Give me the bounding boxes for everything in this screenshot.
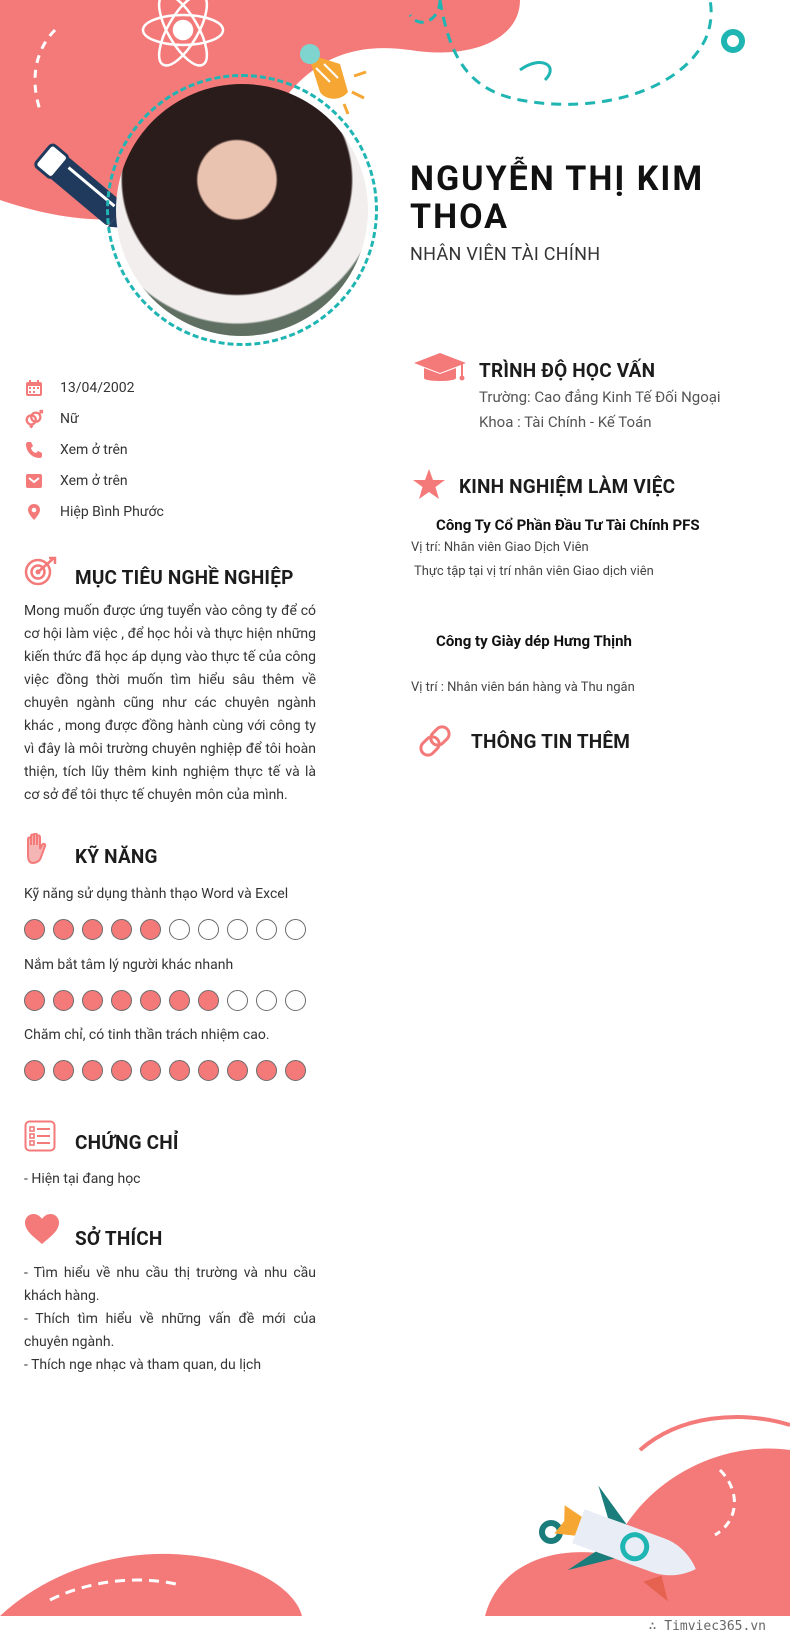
rating-dot-filled (53, 919, 74, 940)
address-value: Hiệp Bình Phước (60, 503, 164, 520)
objective-heading: MỤC TIÊU NGHỀ NGHIỆP (75, 566, 294, 589)
rating-dot-empty (285, 919, 306, 940)
rating-dot-filled (53, 990, 74, 1011)
education-faculty: Khoa : Tài Chính - Kế Toán (479, 413, 652, 431)
contact-email (24, 465, 344, 496)
rating-dot-filled (169, 1060, 190, 1081)
teal-ring-icon (724, 32, 742, 50)
rating-dot-filled (24, 919, 45, 940)
hobby-item: - Tìm hiểu về nhu cầu thị trường và nhu cầu khách hàng. (24, 1265, 316, 1304)
rating-dot-filled (111, 990, 132, 1011)
avatar (116, 84, 368, 336)
rating-dot-filled (140, 990, 161, 1011)
birthdate-value: 13/04/2002 (60, 379, 135, 396)
gender-value: Nữ (60, 410, 79, 427)
checklist-icon (24, 1120, 56, 1152)
job-1-position: Vị trí: Nhân viên Giao Dịch Viên (411, 540, 589, 555)
rating-dot-filled (82, 990, 103, 1011)
phone-icon (24, 440, 44, 460)
additional-heading: THÔNG TIN THÊM (471, 730, 631, 753)
rating-dot-filled (169, 990, 190, 1011)
location-pin-icon (24, 502, 44, 522)
hobby-item: - Thích nge nhạc và tham quan, du lịch (24, 1357, 262, 1373)
rating-dot-filled (82, 1060, 103, 1081)
rating-dot-empty (198, 919, 219, 940)
education-school: Trường: Cao đẳng Kinh Tế Đối Ngoại (479, 388, 721, 406)
skill-1-rating (24, 919, 306, 940)
email-value: Xem ở trên (60, 472, 128, 489)
link-icon (414, 720, 456, 762)
rating-dot-filled (140, 1060, 161, 1081)
contact-list (24, 372, 344, 527)
objective-text: Mong muốn được ứng tuyển vào công ty để có cơ hội làm việc , để học hỏi và thực hiện những kiến thức đã học áp dụng vào thực tế của công việc đồng thời muốn tìm hiểu sâu thêm về chuyên ngành cũng như các chuyên ngành khác , mong được đồng hành cùng với công ty vì đây là môi trường chuyên nghiệp để tôi hoàn thiện, tích lũy thêm kinh nghiệm thực tế và là cơ sở để tôi thực tế chuyên môn của mình. (24, 603, 316, 803)
rating-dot-filled (285, 1060, 306, 1081)
education-heading: TRÌNH ĐỘ HỌC VẤN (479, 359, 656, 382)
phone-value: Xem ở trên (60, 441, 128, 458)
rating-dot-filled (111, 919, 132, 940)
rating-dot-filled (24, 990, 45, 1011)
hobbies-list (24, 1262, 316, 1377)
skill-2-rating (24, 990, 306, 1011)
experience-heading: KINH NGHIỆM LÀM VIỆC (459, 475, 676, 498)
skill-3-label: Chăm chỉ, có tinh thần trách nhiệm cao. (24, 1027, 270, 1043)
gender-icon (24, 409, 44, 429)
rating-dot-filled (198, 990, 219, 1011)
rating-dot-filled (24, 1060, 45, 1081)
calendar-icon (24, 378, 44, 398)
rating-dot-filled (256, 1060, 277, 1081)
rating-dot-filled (227, 1060, 248, 1081)
job-2-position: Vị trí : Nhân viên bán hàng và Thu ngân (411, 680, 635, 695)
raised-hand-icon (24, 833, 48, 865)
contact-address (24, 496, 344, 527)
star-icon (412, 468, 446, 500)
rating-dot-filled (198, 1060, 219, 1081)
skills-heading: KỸ NĂNG (75, 845, 158, 868)
graduation-cap-icon (412, 352, 468, 386)
skill-3-rating (24, 1060, 306, 1081)
rating-dot-empty (256, 990, 277, 1011)
contact-gender (24, 403, 344, 434)
skill-2-label: Nắm bắt tâm lý người khác nhanh (24, 957, 234, 973)
bottom-left-blob (0, 1554, 302, 1616)
target-icon (24, 556, 58, 586)
heart-icon (24, 1213, 60, 1245)
certificates-text: - Hiện tại đang học (24, 1171, 141, 1187)
rating-dot-filled (111, 1060, 132, 1081)
job-1-detail: Thực tập tại vị trí nhân viên Giao dịch viên (411, 564, 654, 579)
candidate-title: NHÂN VIÊN TÀI CHÍNH (410, 244, 601, 265)
hobby-item: - Thích tìm hiểu về những vấn đề mới của chuyên ngành. (24, 1311, 316, 1350)
watermark: ∴ Timviec365.vn (648, 1619, 766, 1634)
rating-dot-filled (140, 919, 161, 940)
rating-dot-empty (285, 990, 306, 1011)
rating-dot-empty (227, 919, 248, 940)
contact-phone (24, 434, 344, 465)
rating-dot-filled (82, 919, 103, 940)
job-2-company: Công ty Giày dép Hưng Thịnh (436, 632, 632, 650)
hobbies-heading: SỞ THÍCH (75, 1227, 163, 1250)
email-icon (24, 471, 44, 491)
certificates-heading: CHỨNG CHỈ (75, 1131, 179, 1154)
rating-dot-empty (256, 919, 277, 940)
skill-1-label: Kỹ năng sử dụng thành thạo Word và Excel (24, 886, 289, 902)
rating-dot-filled (53, 1060, 74, 1081)
rating-dot-empty (227, 990, 248, 1011)
candidate-name: NGUYỄN THỊ KIM THOA (410, 159, 705, 237)
job-1-company: Công Ty Cổ Phần Đầu Tư Tài Chính PFS (436, 516, 700, 534)
contact-birthdate (24, 372, 344, 403)
rating-dot-empty (169, 919, 190, 940)
